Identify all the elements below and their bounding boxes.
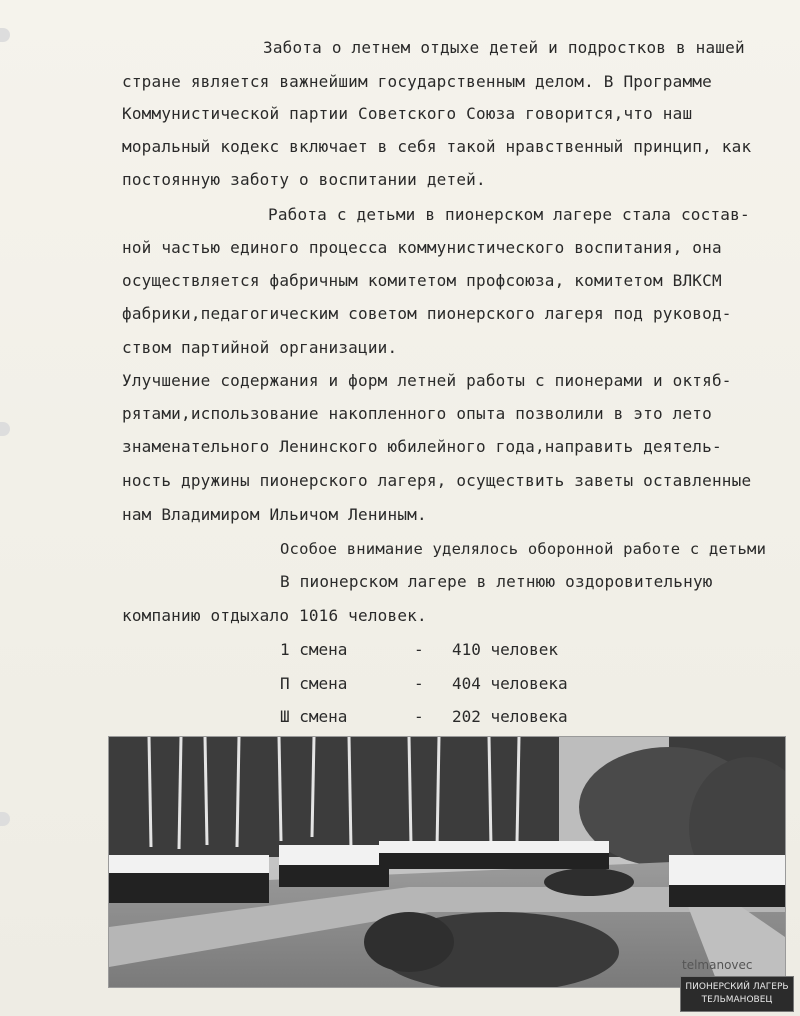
shift-dash: - bbox=[414, 707, 424, 726]
text-line: нам Владимиром Ильичом Лениным. bbox=[122, 505, 427, 524]
punch-hole-mark bbox=[0, 422, 10, 436]
shift-count: 202 человека bbox=[452, 707, 568, 726]
camp-logo-stamp bbox=[680, 976, 794, 1012]
text-line: Коммунистической партии Советского Союза говорится,что наш bbox=[122, 104, 693, 123]
text-line: ной частью единого процесса коммунистического воспитания, она bbox=[122, 238, 722, 257]
text-line: Улучшение содержания и форм летней работы с пионерами и октяб- bbox=[122, 371, 732, 390]
text-line: Особое внимание уделялось оборонной работе с детьми bbox=[280, 540, 767, 558]
shift-name: П смена bbox=[280, 674, 348, 693]
text-line: стране является важнейшим государственным делом. В Программе bbox=[122, 72, 712, 91]
text-line: фабрики,педагогическим советом пионерского лагеря под руковод- bbox=[122, 304, 732, 323]
text-line: ством партийной организации. bbox=[122, 338, 398, 357]
shift-name: Ш смена bbox=[280, 707, 348, 726]
shift-dash: - bbox=[414, 640, 424, 659]
stamp-line: ТЕЛЬМАНОВЕЦ bbox=[701, 995, 773, 1005]
text-line: компанию отдыхало 1016 человек. bbox=[122, 606, 427, 625]
text-line: знаменательного Ленинского юбилейного года,направить деятель- bbox=[122, 437, 722, 456]
punch-hole-mark bbox=[0, 812, 10, 826]
text-line: осуществляется фабричным комитетом профсоюза, комитетом ВЛКСМ bbox=[122, 271, 722, 290]
shift-count: 404 человека bbox=[452, 674, 568, 693]
text-line: Работа с детьми в пионерском лагере стала состав- bbox=[268, 205, 750, 224]
shift-dash: - bbox=[414, 674, 424, 693]
camp-photo bbox=[108, 736, 786, 988]
camp-photo-illustration bbox=[109, 737, 785, 987]
text-line: моральный кодекс включает в себя такой нравственный принцип, как bbox=[122, 137, 752, 156]
text-line: постоянную заботу о воспитании детей. bbox=[122, 170, 486, 189]
text-line: ность дружины пионерского лагеря, осуществить заветы оставленные bbox=[122, 471, 752, 490]
punch-hole-mark bbox=[0, 28, 10, 42]
shift-name: 1 смена bbox=[280, 640, 348, 659]
stamp-line: ПИОНЕРСКИЙ ЛАГЕРЬ bbox=[685, 982, 789, 992]
shift-count: 410 человек bbox=[452, 640, 558, 659]
text-line: В пионерском лагере в летнюю оздоровительную bbox=[280, 572, 713, 591]
text-line: рятами,использование накопленного опыта позволили в это лето bbox=[122, 404, 712, 423]
site-watermark: telmanovec bbox=[682, 958, 753, 972]
text-line: Забота о летнем отдыхе детей и подростков в нашей bbox=[263, 38, 745, 57]
